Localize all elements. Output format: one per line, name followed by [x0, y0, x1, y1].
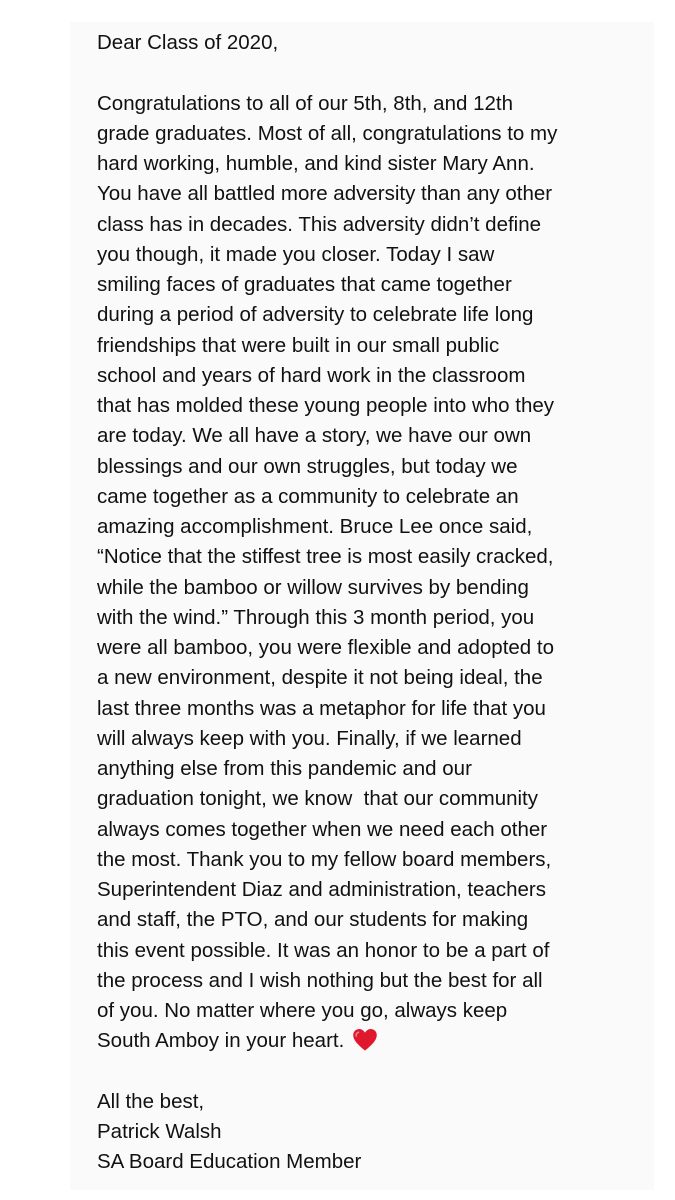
signoff: All the best,: [97, 1089, 205, 1113]
body-line: will always keep with you. Finally, if we learned: [97, 726, 522, 750]
body-line: amazing accomplishment. Bruce Lee once said,: [97, 515, 533, 538]
body-line: with the wind.” Through this 3 month period, you: [97, 605, 535, 629]
body-line: class has in decades. This adversity didn’t define: [97, 212, 542, 236]
body-line: were all bamboo, you were flexible and adopted to: [97, 636, 554, 659]
body-last-line-text: South Amboy in your heart.: [97, 1029, 345, 1053]
body-line: always comes together when we need each other: [97, 817, 548, 841]
body-line: grade graduates. Most of all, congratulations to my: [97, 121, 558, 145]
body-line: the process and I wish nothing but the best for all: [97, 968, 543, 992]
body-line: blessings and our own struggles, but today we: [97, 454, 518, 478]
red-heart-icon: [352, 1027, 378, 1053]
body-line: Congratulations to all of our 5th, 8th, and 12th: [97, 91, 513, 115]
body-line: you though, it made you closer. Today I saw: [97, 242, 495, 266]
body-line: that has molded these young people into who they: [97, 394, 555, 417]
body-line: during a period of adversity to celebrate life long: [97, 303, 534, 327]
body-line: came together as a community to celebrate an: [97, 484, 519, 508]
body-line: of you. No matter where you go, always keep: [97, 999, 508, 1022]
body-line: You have all battled more adversity than any other: [97, 182, 553, 206]
body-line: anything else from this pandemic and our: [97, 757, 472, 780]
body-line: graduation tonight, we know that our community: [97, 787, 538, 811]
body-line: while the bamboo or willow survives by bending: [97, 575, 529, 599]
paragraph-gap: [97, 58, 642, 88]
signature-name: Patrick Walsh: [97, 1120, 222, 1143]
body-line: “Notice that the stiffest tree is most easily cracked,: [97, 545, 554, 569]
body-line: are today. We all have a story, we have our own: [97, 424, 532, 448]
body-line: and staff, the PTO, and our students for making: [97, 908, 529, 932]
body-line: smiling faces of graduates that came together: [97, 273, 512, 296]
body-last-line: [97, 1026, 642, 1056]
paragraph-gap: [97, 1057, 642, 1087]
letter-body: [97, 89, 642, 1027]
body-line: friendships that were built in our small public: [97, 333, 500, 357]
body-line: a new environment, despite it not being ideal, the: [97, 666, 543, 690]
body-line: this event possible. It was an honor to be a part of: [97, 938, 550, 962]
body-line: school and years of hard work in the classroom: [97, 363, 526, 387]
body-line: the most. Thank you to my fellow board members,: [97, 847, 552, 871]
body-line: hard working, humble, and kind sister Mary Ann.: [97, 152, 535, 175]
body-line: Superintendent Diaz and administration, teachers: [97, 878, 546, 901]
signature-title: SA Board Education Member: [97, 1150, 362, 1174]
letter-text: [97, 28, 642, 1178]
body-line: last three months was a metaphor for life that you: [97, 696, 546, 720]
greeting: Dear Class of 2020,: [97, 31, 279, 54]
